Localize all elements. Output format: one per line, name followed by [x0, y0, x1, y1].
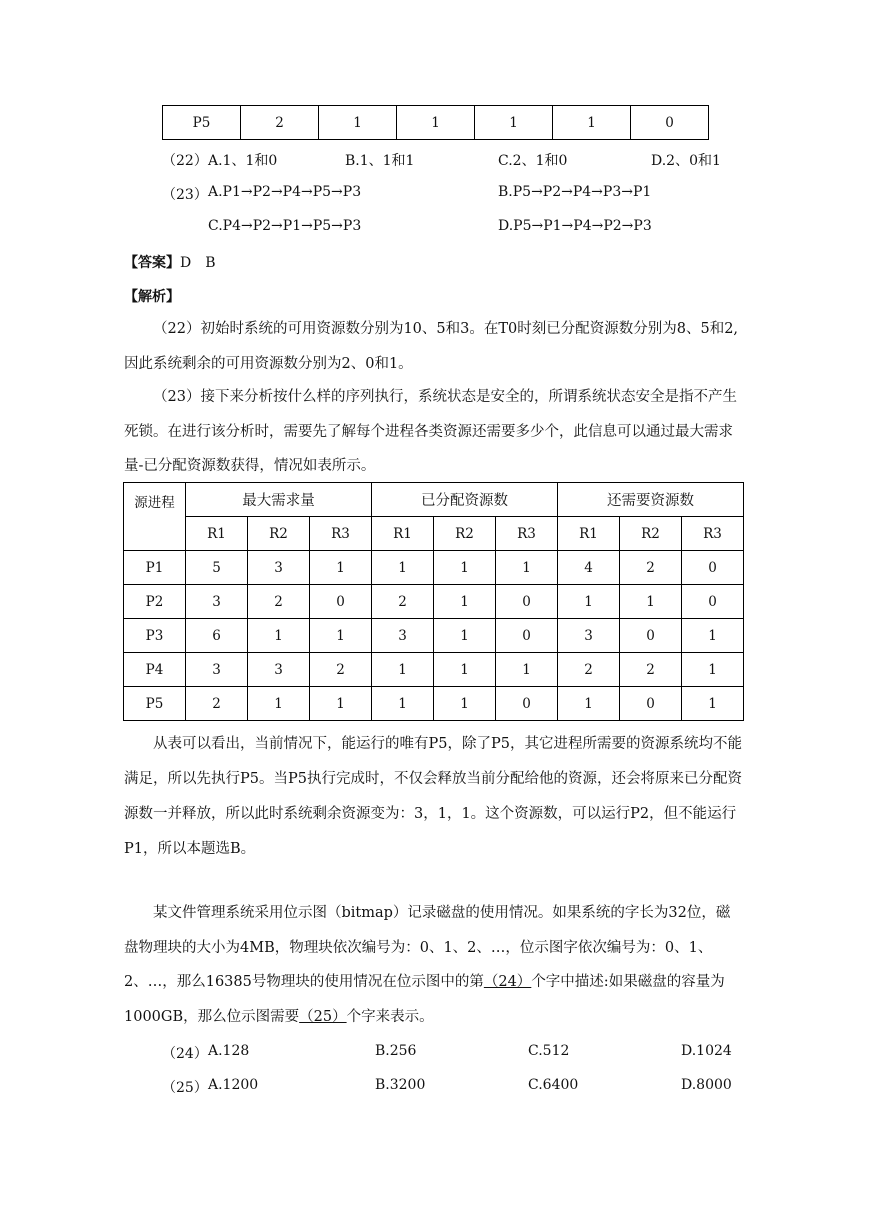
- value-cell: 1: [496, 653, 558, 687]
- value-cell: 3: [186, 653, 248, 687]
- cell: 1: [397, 106, 475, 140]
- sub-header: R2: [434, 517, 496, 551]
- value-cell: 2: [620, 551, 682, 585]
- q24-option-c: C.512: [528, 1043, 570, 1059]
- q24-option-d: D.1024: [681, 1043, 732, 1059]
- group-header-max: 最大需求量: [186, 483, 372, 517]
- sub-header: R2: [620, 517, 682, 551]
- process-cell: P3: [124, 619, 186, 653]
- table-row: [124, 687, 744, 721]
- value-cell: 2: [310, 653, 372, 687]
- q23-label: （23）: [162, 187, 208, 203]
- process-cell: P4: [124, 653, 186, 687]
- q25-option-b: B.3200: [375, 1077, 426, 1093]
- group-header-allocated: 已分配资源数: [372, 483, 558, 517]
- value-cell: 1: [682, 653, 744, 687]
- value-cell: 6: [186, 619, 248, 653]
- q24-label: （24）: [162, 1046, 208, 1062]
- value-cell: 0: [496, 687, 558, 721]
- value-cell: 1: [310, 687, 372, 721]
- value-cell: 1: [434, 687, 496, 721]
- analysis-paragraph-23: （23）接下来分析按什么样的序列执行，系统状态是安全的，所谓系统状态安全是指不产生死锁。在进行该分析时，需要先了解每个进程各类资源还需要多少个，此信息可以通过最大需求量-已分配资源数获得，情况如表所示。: [124, 389, 737, 474]
- value-cell: 1: [310, 551, 372, 585]
- conclusion-paragraph: 从表可以看出，当前情况下，能运行的唯有P5，除了P5，其它进程所需要的资源系统均不能满足，所以先执行P5。当P5执行完成时，不仅会释放当前分配给他的资源，还会将原来已分配资源数一并释放，所以此时系统剩余资源变为：3，1，1。这个资源数，可以运行P2，但不能运行P1，所以本题选B。: [124, 736, 742, 857]
- process-cell: P2: [124, 585, 186, 619]
- bitmap-text-1: 某文件管理系统采用位示图（bitmap）记录磁盘的使用情况。如果系统的字长为32位，磁盘物理块的大小为4MB，物理块依次编号为：0、1、2、…，位示图字依次编号为：0、1、2、…，那么16385号物理块的使用情况在位示图中的第: [124, 905, 731, 990]
- value-cell: 2: [186, 687, 248, 721]
- value-cell: 0: [682, 551, 744, 585]
- group-header-need: 还需要资源数: [558, 483, 744, 517]
- q22-label: （22）: [162, 153, 208, 169]
- value-cell: 2: [620, 653, 682, 687]
- q25-label: （25）: [162, 1080, 208, 1096]
- blank-25: （25）: [299, 1008, 347, 1025]
- cell: 1: [475, 106, 553, 140]
- value-cell: 1: [434, 619, 496, 653]
- process-cell: P1: [124, 551, 186, 585]
- value-cell: 1: [558, 585, 620, 619]
- q24-option-b: B.256: [375, 1043, 417, 1059]
- table-row: [124, 551, 744, 585]
- value-cell: 0: [682, 585, 744, 619]
- answer-value: D B: [180, 255, 216, 271]
- value-cell: 2: [558, 653, 620, 687]
- value-cell: 3: [248, 551, 310, 585]
- q23-option-d: D.P5→P1→P4→P2→P3: [498, 218, 652, 234]
- value-cell: 1: [310, 619, 372, 653]
- value-cell: 5: [186, 551, 248, 585]
- bitmap-text-3: 个字来表示。: [346, 1008, 434, 1025]
- value-cell: 2: [372, 585, 434, 619]
- value-cell: 1: [434, 551, 496, 585]
- sub-header: R3: [496, 517, 558, 551]
- value-cell: 1: [372, 687, 434, 721]
- sub-header: R1: [372, 517, 434, 551]
- analysis-label: 【解析】: [124, 289, 180, 305]
- value-cell: 1: [372, 551, 434, 585]
- q22-option-d: D.2、0和1: [651, 153, 721, 169]
- value-cell: 1: [558, 687, 620, 721]
- bitmap-text-2: 个字中描述:如果磁盘的容量为1000GB，那么位示图需要: [124, 974, 725, 1025]
- value-cell: 3: [248, 653, 310, 687]
- value-cell: 0: [620, 619, 682, 653]
- q23-option-c: C.P4→P2→P1→P5→P3: [208, 218, 362, 234]
- q25-option-a: A.1200: [208, 1077, 259, 1093]
- q23-option-b: B.P5→P2→P4→P3→P1: [498, 184, 652, 200]
- answer-line: [124, 252, 216, 272]
- cell: P5: [163, 106, 241, 140]
- sub-header: R1: [558, 517, 620, 551]
- value-cell: 0: [620, 687, 682, 721]
- value-cell: 3: [186, 585, 248, 619]
- q25-option-c: C.6400: [528, 1077, 579, 1093]
- table-row: [124, 653, 744, 687]
- sub-header: R3: [682, 517, 744, 551]
- value-cell: 1: [372, 653, 434, 687]
- sub-header: R3: [310, 517, 372, 551]
- table-row: [124, 619, 744, 653]
- value-cell: 1: [248, 619, 310, 653]
- value-cell: 1: [682, 619, 744, 653]
- value-cell: 1: [434, 585, 496, 619]
- value-cell: 3: [558, 619, 620, 653]
- value-cell: 3: [372, 619, 434, 653]
- value-cell: 1: [620, 585, 682, 619]
- blank-24: （24）: [483, 974, 532, 990]
- value-cell: 1: [434, 653, 496, 687]
- value-cell: 2: [248, 585, 310, 619]
- bitmap-question: [124, 896, 744, 1034]
- value-cell: 1: [496, 551, 558, 585]
- analysis-paragraph-22: （22）初始时系统的可用资源数分别为10、5和3。在T0时刻已分配资源数分别为8、5和2,因此系统剩余的可用资源数分别为2、0和1。: [124, 321, 739, 372]
- value-cell: 1: [682, 687, 744, 721]
- q22-option-a: A.1、1和0: [208, 153, 278, 169]
- q22-option-c: C.2、1和0: [498, 153, 568, 169]
- value-cell: 4: [558, 551, 620, 585]
- sub-header: R1: [186, 517, 248, 551]
- value-cell: 0: [496, 619, 558, 653]
- q22-option-b: B.1、1和1: [345, 153, 415, 169]
- value-cell: 0: [496, 585, 558, 619]
- process-cell: P5: [124, 687, 186, 721]
- value-cell: 0: [310, 585, 372, 619]
- top-table-row: [162, 105, 709, 140]
- cell: 0: [631, 106, 709, 140]
- cell: 1: [319, 106, 397, 140]
- cell: 2: [241, 106, 319, 140]
- q23-option-a: A.P1→P2→P4→P5→P3: [208, 184, 362, 200]
- answer-label: 【答案】: [124, 255, 180, 271]
- cell: 1: [553, 106, 631, 140]
- table-row: [124, 585, 744, 619]
- q24-option-a: A.128: [208, 1043, 250, 1059]
- q25-option-d: D.8000: [681, 1077, 732, 1093]
- value-cell: 1: [248, 687, 310, 721]
- resource-table: [123, 482, 744, 721]
- sub-header: R2: [248, 517, 310, 551]
- table-corner: 源进程: [124, 483, 186, 551]
